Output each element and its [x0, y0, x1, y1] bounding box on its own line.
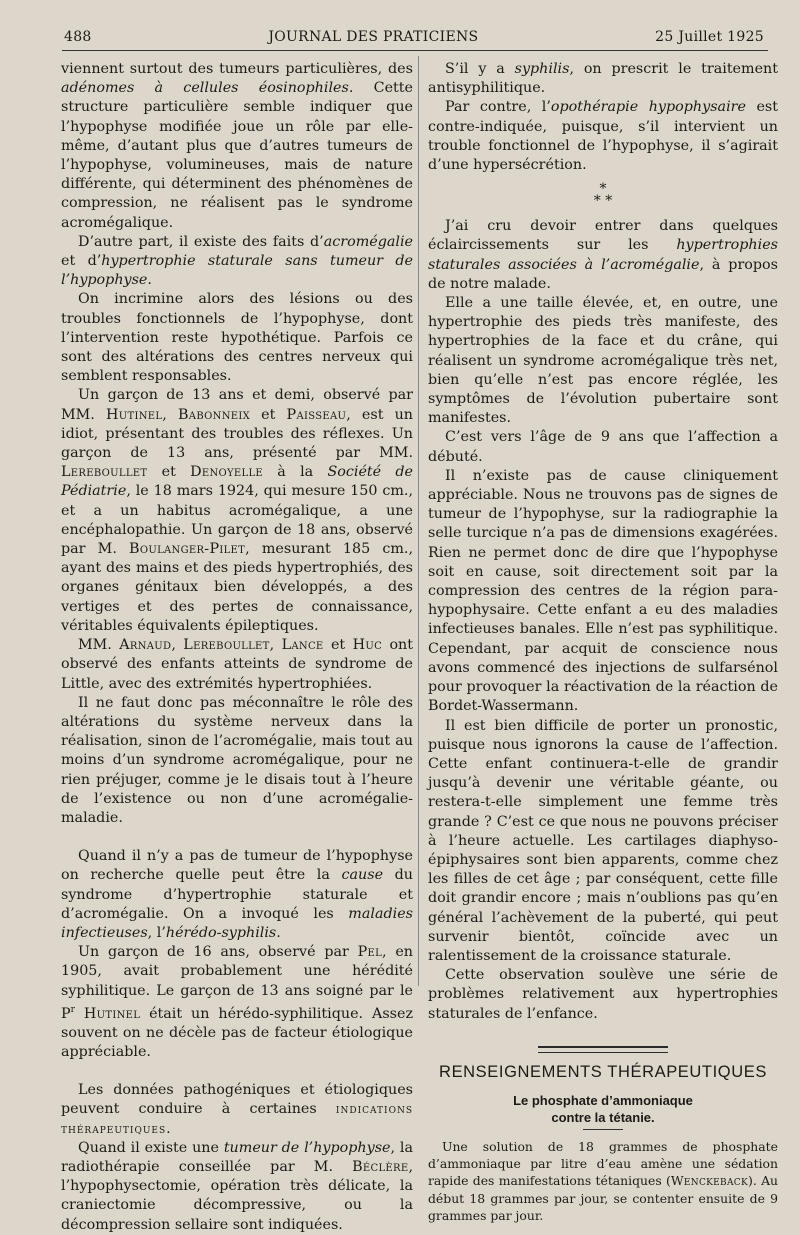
- page-header: [64, 26, 764, 48]
- journal-title: JOURNAL DES PRATICIENS: [268, 29, 479, 45]
- right-paragraph-5: C’est vers l’âge de 9 ans que l’affection a débuté.: [428, 429, 778, 465]
- right-paragraph-7: Il est bien difficile de porter un pronostic, puisque nous ignorons la cause de l’affection. Cette enfant continuera-t-elle de grandir jusqu’à devenir une véritable géante, ou restera-t-elle simplement une femme très grande ? C’est ce que nous ne pouvons préciser à l’heure actuelle. Les cartilages diaphyso-épiphysaires sont bien apparents, comme chez les filles de cet âge ; par conséquent, cette fille doit grandir encore ; mais n’oublions pas qu’en général l’achèvement de la puberté, qui peut survenir bientôt, coïncide avec un ralentissement de la croissance staturale.: [428, 717, 778, 964]
- left-paragraph-7: Quand il n’y a pas de tumeur de l’hypophyse on recherche quelle peut être la cause du syndrome d’hypertrophie staturale et d’acromégalie. On a invoqué les maladies infectieuses, l’hérédo-syphilis.: [61, 848, 414, 941]
- right-paragraph-8: Cette observation soulève une série de problèmes relativement aux hypertrophies staturales de l’enfance.: [428, 967, 778, 1022]
- article-body: [428, 1138, 778, 1224]
- right-paragraph-2: Par contre, l’opothérapie hypophysaire est contre-indiquée, puisque, s’il intervient un trouble fonctionnel de l’hypophyse, il s’agirait d’une hypersécrétion.: [428, 99, 778, 174]
- section-separator-stars: * * *: [593, 181, 613, 210]
- right-column: [428, 60, 778, 1224]
- article-paragraph: Une solution de 18 grammes de phosphate d’ammoniaque par litre d’eau amène une sédation rapide des manifestations tétaniques (Wenckeback). Au début 18 grammes par jour, se contenter ensuite de 9 grammes par jour.: [428, 1138, 779, 1223]
- section-rule-bottom: [538, 1052, 668, 1053]
- section-rule-top: [538, 1046, 668, 1048]
- left-paragraph-8: Un garçon de 16 ans, observé par Pel, en 1905, avait probablement une hérédité syphilitique. Le garçon de 13 ans soigné par le $P^r$ Hutinel était un hérédo-syphilitique. Assez souvent on ne décèle pas de facteur étiologique appréciable.: [61, 944, 413, 1060]
- left-paragraph-2: D’autre part, il existe des faits d’acromégalie et d’hypertrophie staturale sans tumeur de l’hypophyse.: [61, 233, 413, 289]
- left-paragraph-1: viennent surtout des tumeurs particulières, des adénomes à cellules éosinophiles. Cette structure particulière semble indiquer que l’hypophyse modifiée joue un rôle par elle-même, d’autant plus que d’autres tumeurs de l’hypophyse, volumineuses, mais de nature différente, qui déterminent des phénomènes de compression, ne réalisent pas le syndrome acromégalique.: [61, 61, 413, 231]
- header-rule: [62, 50, 768, 51]
- article-title-rule: [583, 1129, 623, 1130]
- right-paragraph-3: J’ai cru devoir entrer dans quelques éclaircissements sur les hypertrophies staturales associées à l’acromégalie, à propos de notre malade.: [428, 218, 778, 292]
- article-title: Le phosphate d’ammoniaque contre la tétanie.: [513, 1092, 693, 1125]
- left-paragraph-3: On incrimine alors des lésions ou des troubles fonctionnels de l’hypophyse, dont l’intervention reste hypothétique. Parfois ce sont des altérations des centres nerveux qui semblent responsables.: [61, 291, 413, 385]
- section-title: RENSEIGNEMENTS THÉRAPEUTIQUES: [439, 1062, 767, 1081]
- left-paragraph-9: Les données pathogéniques et étiologiques peuvent conduire à certaines indications thérapeutiques.: [61, 1082, 413, 1137]
- right-paragraph-1: S’il y a syphilis, on prescrit le traitement antisyphilitique.: [428, 61, 778, 97]
- left-paragraph-5: MM. Arnaud, Lereboullet, Lance et Huc ont observé des enfants atteints de syndrome de Little, avec des extrémités hypertrophiées.: [61, 637, 414, 692]
- right-paragraph-6: Il n’existe pas de cause cliniquement appréciable. Nous ne trouvons pas de signes de tumeur de l’hypophyse, sur la radiographie la selle turcique n’a pas de dimensions exagérées. Rien ne permet donc de dire que l’hypophyse soit en cause, soit directement soit par la compression des centres de la région para-hypophysaire. Cette enfant a eu des maladies infectieuses banales. Elle n’est pas syphilitique. Cependant, par acquit de conscience nous avons commencé des injections de sulfarsénol pour provoquer la réactivation de la réaction de Bordet-Wassermann.: [428, 467, 778, 715]
- column-divider: [418, 56, 419, 986]
- left-paragraph-10: Quand il existe une tumeur de l’hypophyse, la radiothérapie conseillée par M. Béclère, l’hypophysectomie, opération très délicate, la craniectomie décompressive, ou la décompression sellaire sont indiquées.: [61, 1139, 413, 1233]
- right-paragraph-4: Elle a une taille élevée, et, en outre, une hypertrophie des pieds très manifeste, des hypertrophies de la face et du crâne, qui réalisent un syndrome acromégalique très net, bien qu’elle n’est pas encore réglée, les symptômes de l’évolution pubertaire sont manifestes.: [428, 295, 778, 427]
- issue-date: 25 Juillet 1925: [655, 29, 764, 45]
- left-paragraph-4: Un garçon de 13 ans et demi, observé par MM. Hutinel, Babonneix et Paisseau, est un idiot, présentant des troubles des réflexes. Un garçon de 13 ans, présenté par MM. Lereboullet et Denoyelle à la Société de Pédiatrie, le 18 mars 1924, qui mesure 150 cm., et a un habitus acromégalique, a une encéphalopathie. Un garçon de 18 ans, observé par M. Boulanger-Pilet, mesurant 185 cm., ayant des mains et des pieds hypertrophiés, des organes génitaux bien développés, a des vertiges et des pertes de connaissance, véritables équivalents épileptiques.: [61, 387, 414, 634]
- page-number: 488: [64, 29, 92, 45]
- left-paragraph-6: Il ne faut donc pas méconnaître le rôle des altérations du système nerveux dans la réalisation, sinon de l’acromégalie, mais tout au moins d’un syndrome acromégalique, pour ne rien préjuger, comme je le disais tout à l’heure de l’existence ou non d’une acromégalie-maladie.: [61, 694, 413, 826]
